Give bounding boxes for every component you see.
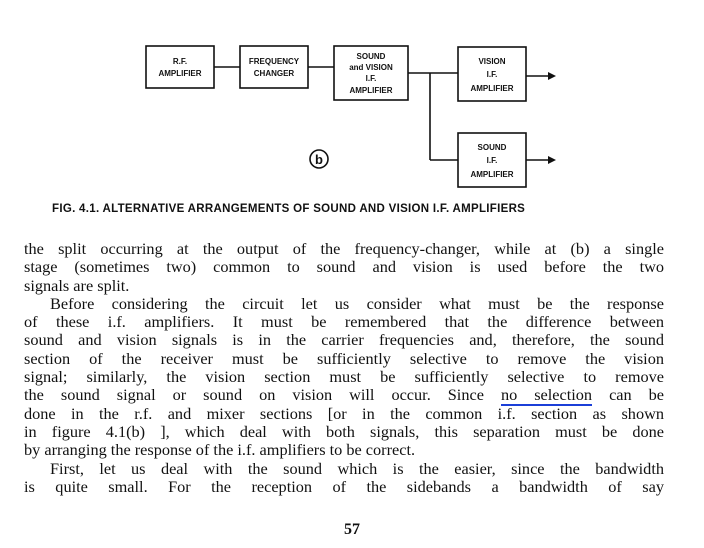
body-line: sound and vision signals is in the carrier frequencies and, therefore, the sound	[24, 330, 664, 350]
sound-label-2: I.F.	[486, 156, 498, 165]
body-line: signal; similarly, the vision section must be sufficiently selective to remove	[24, 367, 664, 387]
sound-label-3: AMPLIFIER	[470, 170, 514, 179]
body-line	[24, 386, 664, 404]
figure-label: b	[315, 152, 323, 167]
rf-label-1: R.F.	[172, 57, 188, 66]
common-label-4: AMPLIFIER	[349, 86, 393, 95]
rf-label-2: AMPLIFIER	[158, 69, 202, 78]
sound-output-arrow	[548, 156, 556, 164]
body-text	[24, 240, 664, 496]
freq-label-1: FREQUENCY	[248, 57, 300, 66]
rf-amplifier-block	[146, 46, 214, 88]
body-line: in figure 4.1(b) ], which deal with both signals, this separation must be done	[24, 421, 664, 441]
block-diagram	[0, 0, 704, 200]
body-line: of these i.f. amplifiers. It must be remembered that the difference between	[24, 312, 664, 332]
freq-label-2: CHANGER	[253, 69, 295, 78]
common-label-1: SOUND	[356, 52, 386, 61]
vision-label-3: AMPLIFIER	[470, 84, 514, 93]
vision-label-1: VISION	[478, 57, 506, 66]
body-line-part: can be	[609, 385, 665, 405]
frequency-changer-block	[240, 46, 308, 88]
body-line: First, let us deal with the sound which is the easier, since the bandwidth	[50, 458, 664, 478]
body-line: signals are split.	[24, 275, 130, 295]
underlined-phrase: no selection	[500, 385, 593, 405]
sound-label-1: SOUND	[477, 143, 507, 152]
vision-label-2: I.F.	[486, 70, 498, 79]
body-line: the split occurring at the output of the frequency-changer, while at (b) a single	[24, 239, 664, 258]
body-line: Before considering the circuit let us consider what must be the response	[50, 293, 664, 313]
common-label-2: and VISION	[349, 63, 393, 72]
body-line: is quite small. For the reception of the sidebands a bandwidth of say	[24, 476, 664, 496]
body-line: by arranging the response of the i.f. amplifiers to be correct.	[24, 440, 416, 460]
body-line: done in the r.f. and mixer sections [or in the common i.f. section as shown	[24, 403, 664, 423]
figure-caption: FIG. 4.1. ALTERNATIVE ARRANGEMENTS OF SOUND AND VISION I.F. AMPLIFIERS	[52, 203, 526, 215]
body-line: section of the receiver must be sufficiently selective to remove the vision	[24, 348, 664, 368]
body-line: stage (sometimes two) common to sound and vision is used before the two	[24, 257, 664, 277]
page-number: 57	[344, 521, 360, 538]
common-label-3: I.F.	[365, 74, 377, 83]
vision-output-arrow	[548, 72, 556, 80]
body-line-part: the sound signal or sound on vision will occur. Since	[24, 385, 484, 405]
